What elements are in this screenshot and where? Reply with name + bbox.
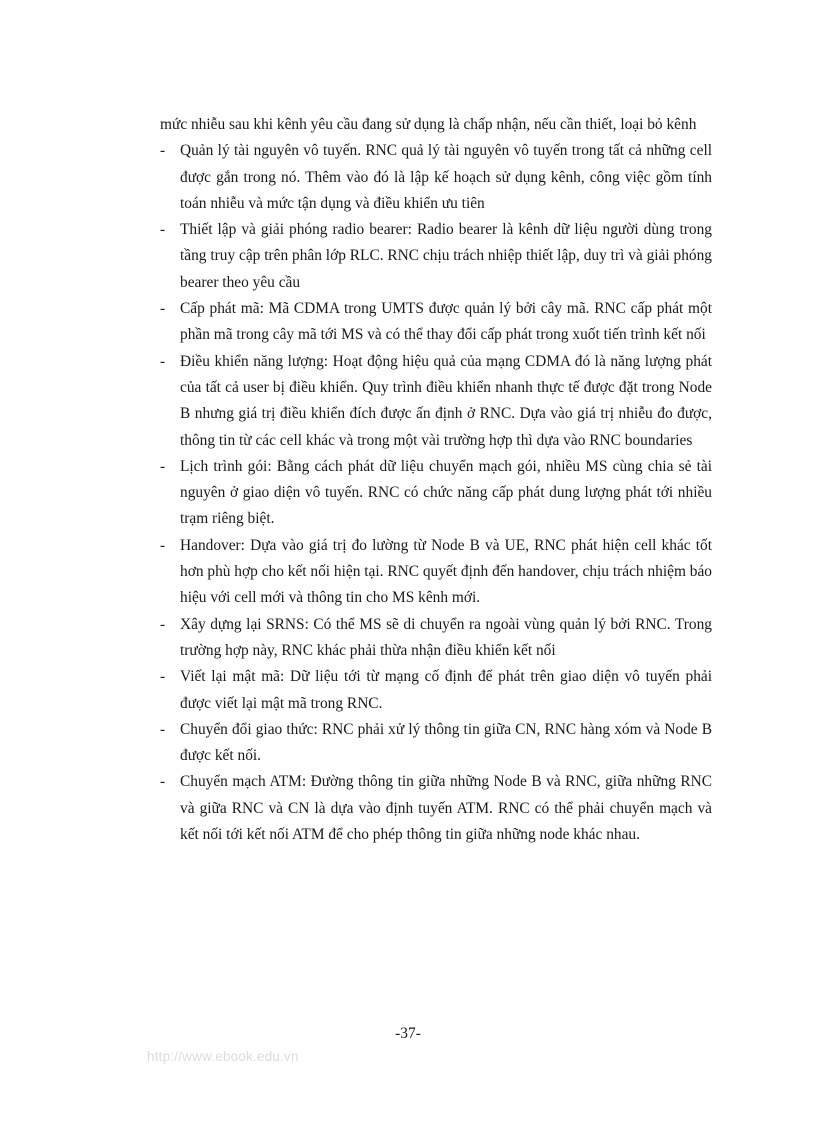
bullet-dash: -	[160, 221, 166, 239]
list-item-text: Chuyển mạch ATM: Đường thông tin giữa những Node B và RNC, giữa những RNC và giữa RNC và CN là dựa vào định tuyến ATM. RNC có thể phải chuyển mạch và kết nối tới kết nối ATM để cho phép thông tin giữa những node khác nhau.	[180, 773, 712, 844]
list-item-text: Viết lại mật mã: Dữ liệu tới từ mạng cố định để phát trên giao diện vô tuyến phải được viết lại mật mã trong RNC.	[180, 668, 712, 712]
list-item-text: Quản lý tài nguyên vô tuyến. RNC quả lý tài nguyên vô tuyến trong tất cả những cell được gắn trong nó. Thêm vào đó là lập kế hoạch sử dụng kênh, công việc gồm tính toán nhiễu và mức tận dụng và điều khiển ưu tiên	[180, 142, 712, 212]
bullet-dash: -	[160, 457, 166, 475]
bullet-list	[160, 138, 712, 848]
bullet-dash: -	[160, 615, 166, 633]
list-item	[160, 717, 712, 770]
bullet-dash: -	[160, 773, 166, 791]
list-item	[160, 664, 712, 717]
list-item	[160, 533, 712, 612]
bullet-dash: -	[160, 720, 166, 738]
list-item	[160, 349, 712, 454]
bullet-dash: -	[160, 300, 166, 318]
list-item	[160, 454, 712, 533]
page-body	[160, 112, 712, 848]
bullet-dash: -	[160, 668, 166, 686]
page-number: -37-	[395, 1025, 421, 1042]
list-item	[160, 769, 712, 848]
watermark: http://www.ebook.edu.vn	[147, 1049, 299, 1064]
list-item-text: Handover: Dựa vào giá trị đo lường từ Node B và UE, RNC phát hiện cell khác tốt hơn phù hợp cho kết nối hiện tại. RNC quyết định đến handover, chịu trách nhiệm báo hiệu với cell mới và thông tin cho MS kênh mới.	[180, 536, 712, 607]
list-item-text: Xây dựng lại SRNS: Có thể MS sẽ di chuyển ra ngoài vùng quản lý bởi RNC. Trong trường hợp này, RNC khác phải thừa nhận điều khiển kết nối	[180, 615, 712, 659]
list-item	[160, 612, 712, 665]
list-item	[160, 217, 712, 296]
bullet-dash: -	[160, 536, 166, 554]
intro-paragraph: mức nhiễu sau khi kênh yêu cầu đang sử dụng là chấp nhận, nếu cần thiết, loại bỏ kênh	[160, 116, 697, 133]
list-item	[160, 296, 712, 349]
list-item-text: Chuyển đổi giao thức: RNC phải xử lý thông tin giữa CN, RNC hàng xóm và Node B được kết nối.	[180, 720, 712, 765]
bullet-dash: -	[160, 352, 166, 370]
list-item-text: Điều khiển năng lượng: Hoạt động hiệu quả của mạng CDMA đó là năng lượng phát của tất cả user bị điều khiển. Quy trình điều khiển nhanh thực tế được đặt trong Node B nhưng giá trị điều khiển đích được ấn định ở RNC. Dựa vào giá trị nhiễu đo được, thông tin từ các cell khác và trong một vài trường hợp thì dựa vào RNC boundaries	[180, 352, 712, 449]
list-item-text: Lịch trình gói: Bằng cách phát dữ liệu chuyển mạch gói, nhiều MS cùng chia sẻ tài nguyên ở giao diện vô tuyến. RNC có chức năng cấp phát dung lượng phát tới nhiều trạm riêng biệt.	[180, 457, 712, 528]
list-item	[160, 138, 712, 217]
list-item-text: Thiết lập và giải phóng radio bearer: Radio bearer là kênh dữ liệu người dùng trong tầng truy cập trên phân lớp RLC. RNC chịu trách nhiệp thiết lập, duy trì và giải phóng bearer theo yêu cầu	[180, 221, 712, 291]
bullet-dash: -	[160, 142, 166, 160]
list-item-text: Cấp phát mã: Mã CDMA trong UMTS được quản lý bởi cây mã. RNC cấp phát một phần mã trong cây mã tới MS và có thể thay đổi cấp phát trong xuốt tiến trình kết nối	[180, 300, 712, 344]
